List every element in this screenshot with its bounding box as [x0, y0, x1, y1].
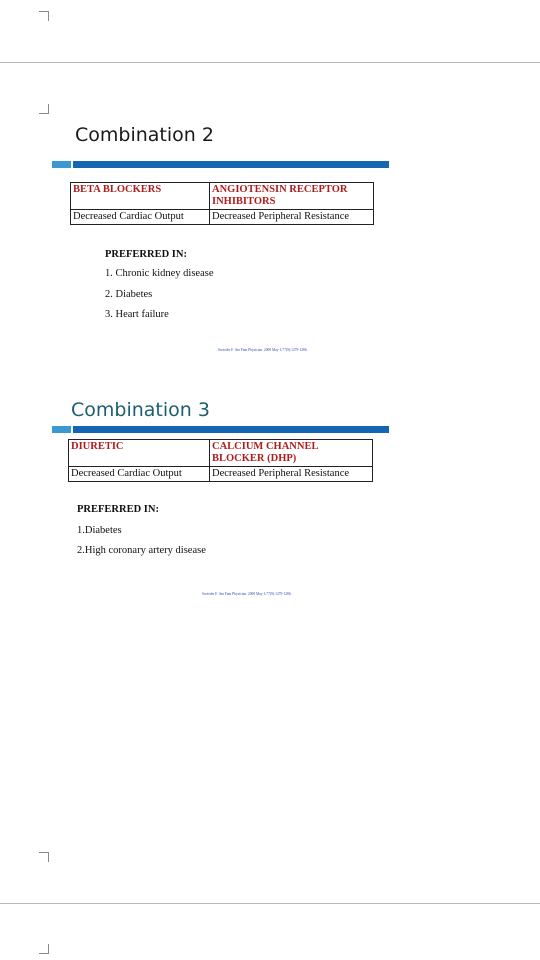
page-corner-mark — [39, 104, 49, 114]
preferred-heading: PREFERRED IN: — [105, 249, 187, 260]
table-row — [69, 467, 373, 482]
table-cell: Decreased Cardiac Output — [69, 467, 210, 482]
table-cell: Decreased Cardiac Output — [71, 210, 210, 225]
page-corner-mark — [39, 852, 49, 862]
table-cell: Decreased Peripheral Resistance — [210, 467, 373, 482]
page-corner-mark — [39, 11, 49, 21]
list-item: 1.Diabetes — [77, 525, 122, 536]
comparison-table — [68, 439, 373, 482]
list-item: 2. Diabetes — [105, 289, 153, 300]
slide-title: Combination 3 — [71, 399, 210, 421]
accent-bar-left — [52, 426, 71, 433]
page-divider — [0, 62, 540, 63]
slide-title: Combination 2 — [75, 124, 214, 146]
page-divider — [0, 903, 540, 904]
table-header-cell: DIURETIC — [69, 440, 210, 467]
table-header-cell: CALCIUM CHANNEL BLOCKER (DHP) — [210, 440, 373, 467]
table-row — [71, 210, 374, 225]
table-cell: Decreased Peripheral Resistance — [210, 210, 374, 225]
accent-bar — [73, 426, 389, 433]
table-header-cell: ANGIOTENSIN RECEPTOR INHIBITORS — [210, 183, 374, 210]
reference-citation: Sweeder F. Am Fam Physician. 2008 May 1;77(9):1279-1286. — [218, 348, 308, 352]
table-header-cell: BETA BLOCKERS — [71, 183, 210, 210]
list-item: 2.High coronary artery disease — [77, 545, 206, 556]
comparison-table — [70, 182, 374, 225]
preferred-heading: PREFERRED IN: — [77, 504, 159, 515]
table-header-row — [69, 440, 373, 467]
accent-bar-left — [52, 161, 71, 168]
accent-bar — [73, 161, 389, 168]
list-item: 3. Heart failure — [105, 309, 169, 320]
table-header-row — [71, 183, 374, 210]
reference-citation: Sweeder F. Am Fam Physician. 2008 May 1;77(9):1279-1286. — [202, 592, 292, 596]
list-item: 1. Chronic kidney disease — [105, 268, 214, 279]
page-corner-mark — [39, 944, 49, 954]
